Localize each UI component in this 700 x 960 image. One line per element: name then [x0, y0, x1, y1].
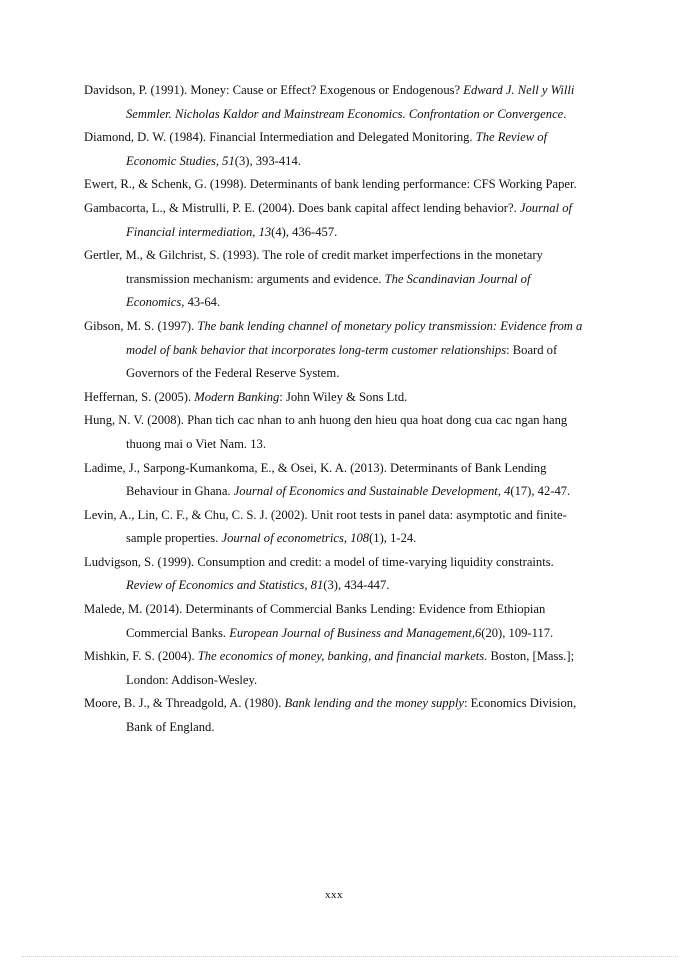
- reference-source-italic: Journal of econometrics, 108: [221, 531, 370, 546]
- reference-entry: [84, 409, 584, 456]
- reference-source-italic: European Journal of Business and Management,6: [229, 625, 482, 640]
- reference-text: (1), 1-24.: [369, 531, 417, 546]
- reference-text: (3), 393-414.: [234, 153, 301, 168]
- reference-source-italic: Journal of Economics and Sustainable Development, 4: [233, 484, 511, 499]
- reference-text: Levin, A., Lin, C. F., & Chu, C. S. J. (2002). Unit root tests in panel data: asymptotic and finite-sample properties.: [84, 507, 567, 546]
- page-bottom-divider: [22, 956, 678, 957]
- reference-entry: [84, 386, 584, 410]
- reference-entry: [84, 126, 584, 173]
- reference-source-italic: Bank lending and the money supply: [284, 696, 464, 711]
- reference-entry: [84, 551, 584, 598]
- reference-text: Moore, B. J., & Threadgold, A. (1980).: [84, 696, 285, 711]
- reference-text: (17), 42-47.: [510, 484, 571, 499]
- reference-text: Hung, N. V. (2008). Phan tich cac nhan to anh huong den hieu qua hoat dong cua cac ngan hang thuong mai o Viet Nam. 13.: [84, 413, 568, 451]
- reference-source-italic: Journal of Financial intermediation, 13: [126, 200, 573, 239]
- reference-text: (3), 434-447.: [323, 578, 390, 593]
- reference-entry: [84, 197, 584, 244]
- reference-entry: [84, 457, 584, 504]
- reference-text: Boston, [Mass.]; London: Addison-Wesley.: [126, 649, 575, 687]
- reference-source-italic: The economics of money, banking, and financial markets.: [197, 649, 488, 664]
- reference-entry: [84, 315, 584, 386]
- page-number: xxx: [325, 889, 343, 901]
- reference-text: Malede, M. (2014). Determinants of Commercial Banks Lending: Evidence from Ethiopian Commercial Banks.: [84, 602, 546, 640]
- reference-source-italic: Modern Banking: [194, 389, 280, 404]
- reference-entry: [84, 79, 584, 126]
- reference-text: Gibson, M. S. (1997).: [84, 318, 198, 333]
- reference-text: Gertler, M., & Gilchrist, S. (1993). The role of credit market imperfections in the monetary transmission mechanism: arguments and evidence.: [84, 248, 543, 286]
- reference-entry: [84, 645, 584, 692]
- reference-text: Ladime, J., Sarpong-Kumankoma, E., & Osei, K. A. (2013). Determinants of Bank Lending Behaviour in Ghana.: [84, 460, 547, 499]
- reference-source-italic: Edward J. Nell y Willi Semmler. Nicholas Kaldor and Mainstream Economics. Confrontation or Convergence: [126, 83, 575, 121]
- reference-text: : Board of Governors of the Federal Reserve System.: [126, 342, 558, 381]
- reference-text: Heffernan, S. (2005).: [84, 389, 195, 404]
- reference-text: Davidson, P. (1991). Money: Cause or Effect? Exogenous or Endogenous?: [84, 83, 464, 97]
- reference-text: Diamond, D. W. (1984). Financial Intermediation and Delegated Monitoring.: [84, 130, 476, 145]
- reference-entry: [84, 598, 584, 645]
- reference-source-italic: The Review of Economic Studies, 51: [126, 130, 548, 168]
- reference-entry: [84, 173, 584, 197]
- reference-source-italic: Review of Economics and Statistics, 81: [126, 578, 324, 593]
- reference-text: .: [563, 106, 567, 121]
- reference-entry: [84, 692, 584, 739]
- reference-text: , 43-64.: [181, 295, 221, 310]
- reference-list: [84, 79, 584, 740]
- reference-source-italic: The Scandinavian Journal of Economics: [126, 271, 531, 310]
- reference-text: Ludvigson, S. (1999). Consumption and credit: a model of time-varying liquidity constraints.: [84, 554, 554, 569]
- reference-text: Ewert, R., & Schenk, G. (1998). Determinants of bank lending performance: CFS Working Paper.: [84, 177, 577, 192]
- reference-entry: [84, 504, 584, 551]
- reference-text: Mishkin, F. S. (2004).: [84, 649, 198, 664]
- reference-text: (20), 109-117.: [481, 625, 554, 640]
- reference-entry: [84, 244, 584, 315]
- reference-source-italic: The bank lending channel of monetary policy transmission: Evidence from a model of bank behavior that incorporates long-term customer relationships: [126, 318, 583, 357]
- reference-text: (4), 436-457.: [271, 224, 338, 239]
- reference-text: Gambacorta, L., & Mistrulli, P. E. (2004). Does bank capital affect lending behavior?.: [84, 200, 520, 215]
- reference-text: : Economics Division, Bank of England.: [126, 696, 577, 735]
- reference-text: : John Wiley & Sons Ltd.: [279, 389, 408, 404]
